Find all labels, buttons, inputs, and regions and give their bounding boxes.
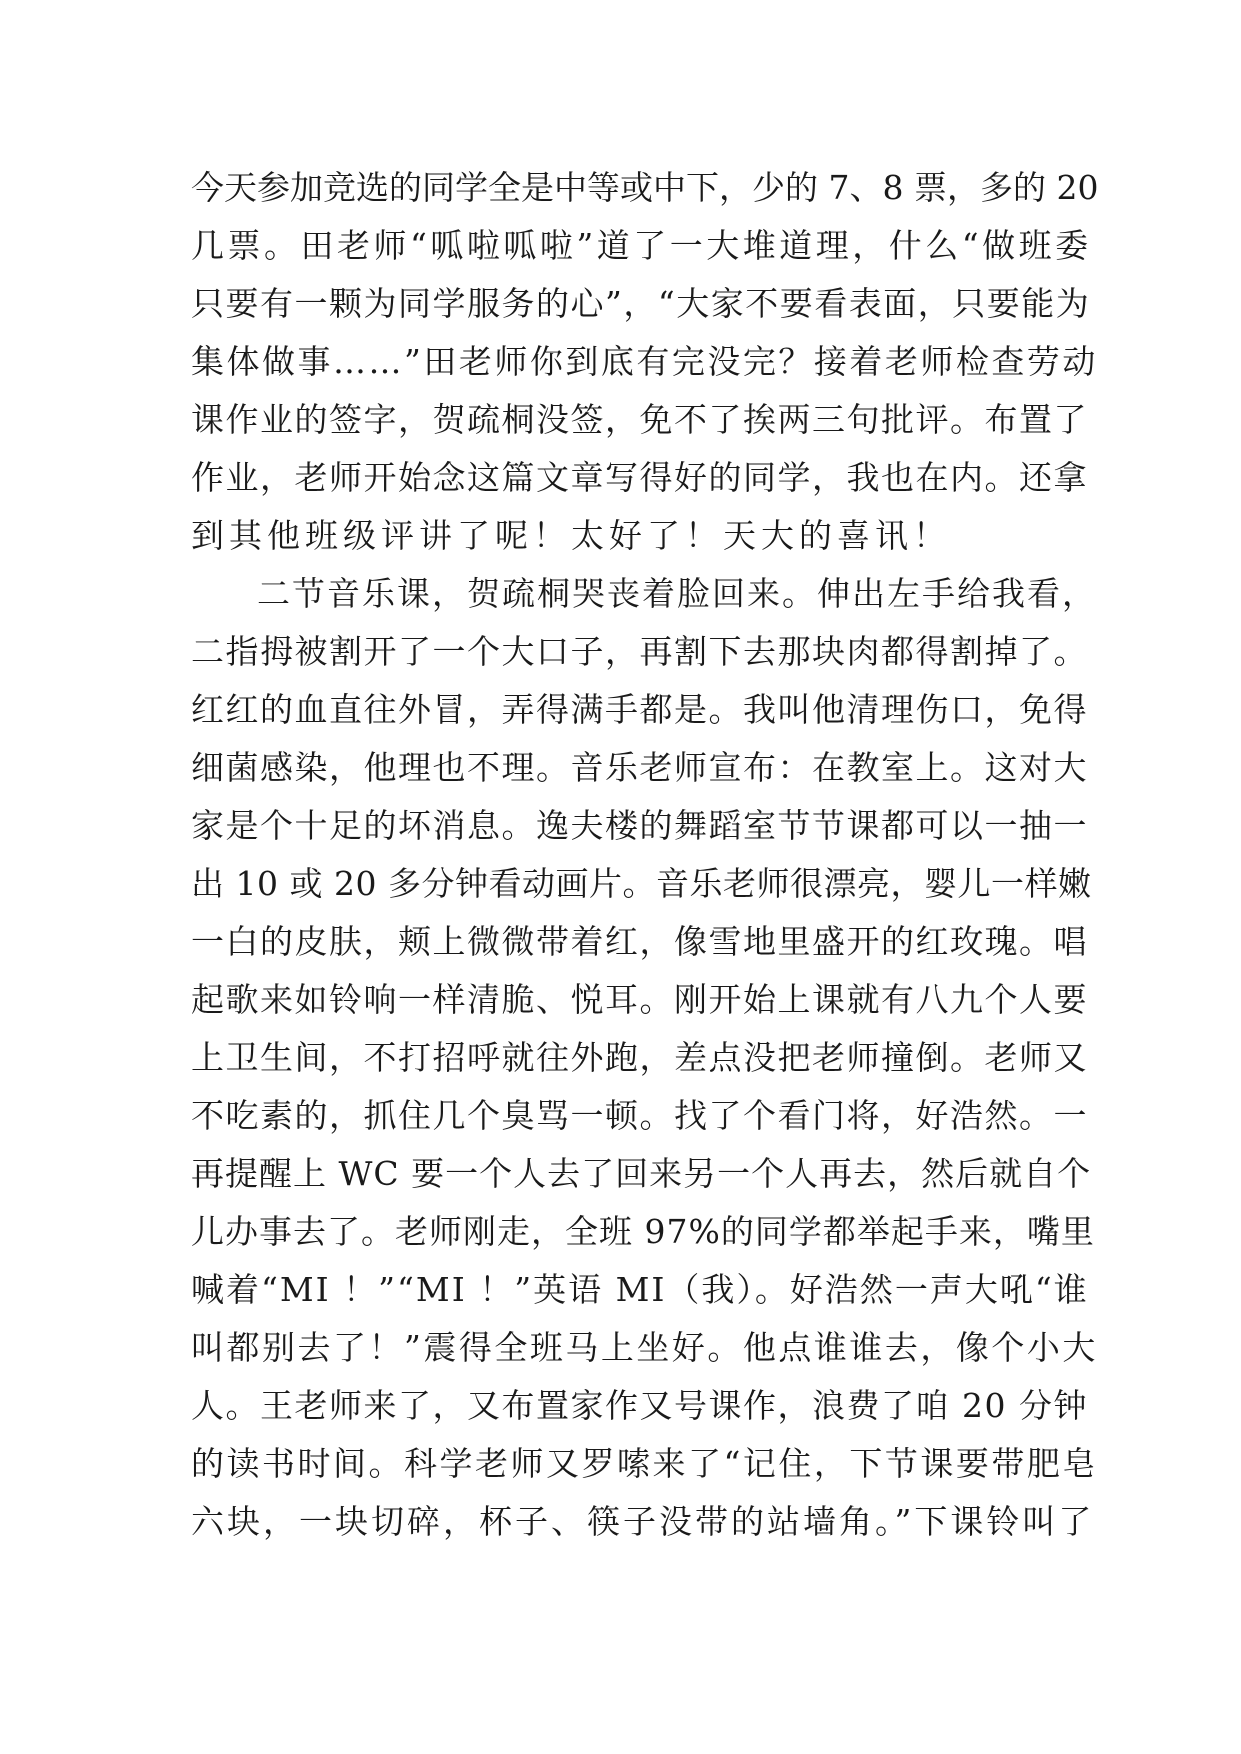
text-line: 今天参加竞选的同学全是中等或中下，少的 7、8 票，多的 20 <box>191 168 1099 207</box>
text-line: 不吃素的，抓住几个臭骂一顿。找了个看门将，好浩然。一 <box>191 1096 1088 1135</box>
text-line: 人。王老师来了，又布置家作又号课作，浪费了咱 20 分钟 <box>191 1386 1088 1425</box>
text-line: 儿办事去了。老师刚走，全班 97%的同学都举起手来，嘴里 <box>191 1212 1095 1251</box>
text-line: 叫都别去了！”震得全班马上坐好。他点谁谁去，像个小大 <box>191 1328 1098 1367</box>
text-line: 起歌来如铃响一样清脆、悦耳。刚开始上课就有八九个人要 <box>191 980 1088 1019</box>
text-line: 课作业的签字，贺疏桐没签，免不了挨两三句批评。布置了 <box>191 400 1088 439</box>
paragraph-first-line: 二节音乐课，贺疏桐哭丧着脸回来。伸出左手给我看， <box>257 574 1097 613</box>
text-line: 六块，一块切碎，杯子、筷子没带的站墙角。”下课铃叫了 <box>191 1502 1095 1541</box>
text-line: 出 10 或 20 多分钟看动画片。音乐老师很漂亮，婴儿一样嫩 <box>191 864 1092 903</box>
text-line: 喊着“MI ！”“MI ！”英语 MI（我）。好浩然一声大吼“谁 <box>191 1270 1089 1309</box>
text-line: 二指拇被割开了一个大口子，再割下去那块肉都得割掉了。 <box>191 632 1088 671</box>
text-line: 一白的皮肤，颊上微微带着红，像雪地里盛开的红玫瑰。唱 <box>191 922 1088 961</box>
text-line: 几票。田老师“呱啦呱啦”道了一大堆道理，什么“做班委 <box>191 226 1092 265</box>
text-line: 上卫生间，不打招呼就往外跑，差点没把老师撞倒。老师又 <box>191 1038 1088 1077</box>
text-line: 到其他班级评讲了呢！太好了！天大的喜讯！ <box>191 516 951 555</box>
text-line: 家是个十足的坏消息。逸夫楼的舞蹈室节节课都可以一抽一 <box>191 806 1088 845</box>
text-line: 的读书时间。科学老师又罗嗦来了“记住，下节课要带肥皂 <box>191 1444 1098 1483</box>
text-line: 红红的血直往外冒，弄得满手都是。我叫他清理伤口，免得 <box>191 690 1088 729</box>
text-line: 细菌感染，他理也不理。音乐老师宣布：在教室上。这对大 <box>191 748 1088 787</box>
text-line: 只要有一颗为同学服务的心”，“大家不要看表面，只要能为 <box>191 284 1091 323</box>
text-line: 集体做事……”田老师你到底有完没完？接着老师检查劳动 <box>191 342 1098 381</box>
text-line: 作业，老师开始念这篇文章写得好的同学，我也在内。还拿 <box>191 458 1088 497</box>
text-line: 再提醒上 WC 要一个人去了回来另一个人再去，然后就自个 <box>191 1154 1092 1193</box>
